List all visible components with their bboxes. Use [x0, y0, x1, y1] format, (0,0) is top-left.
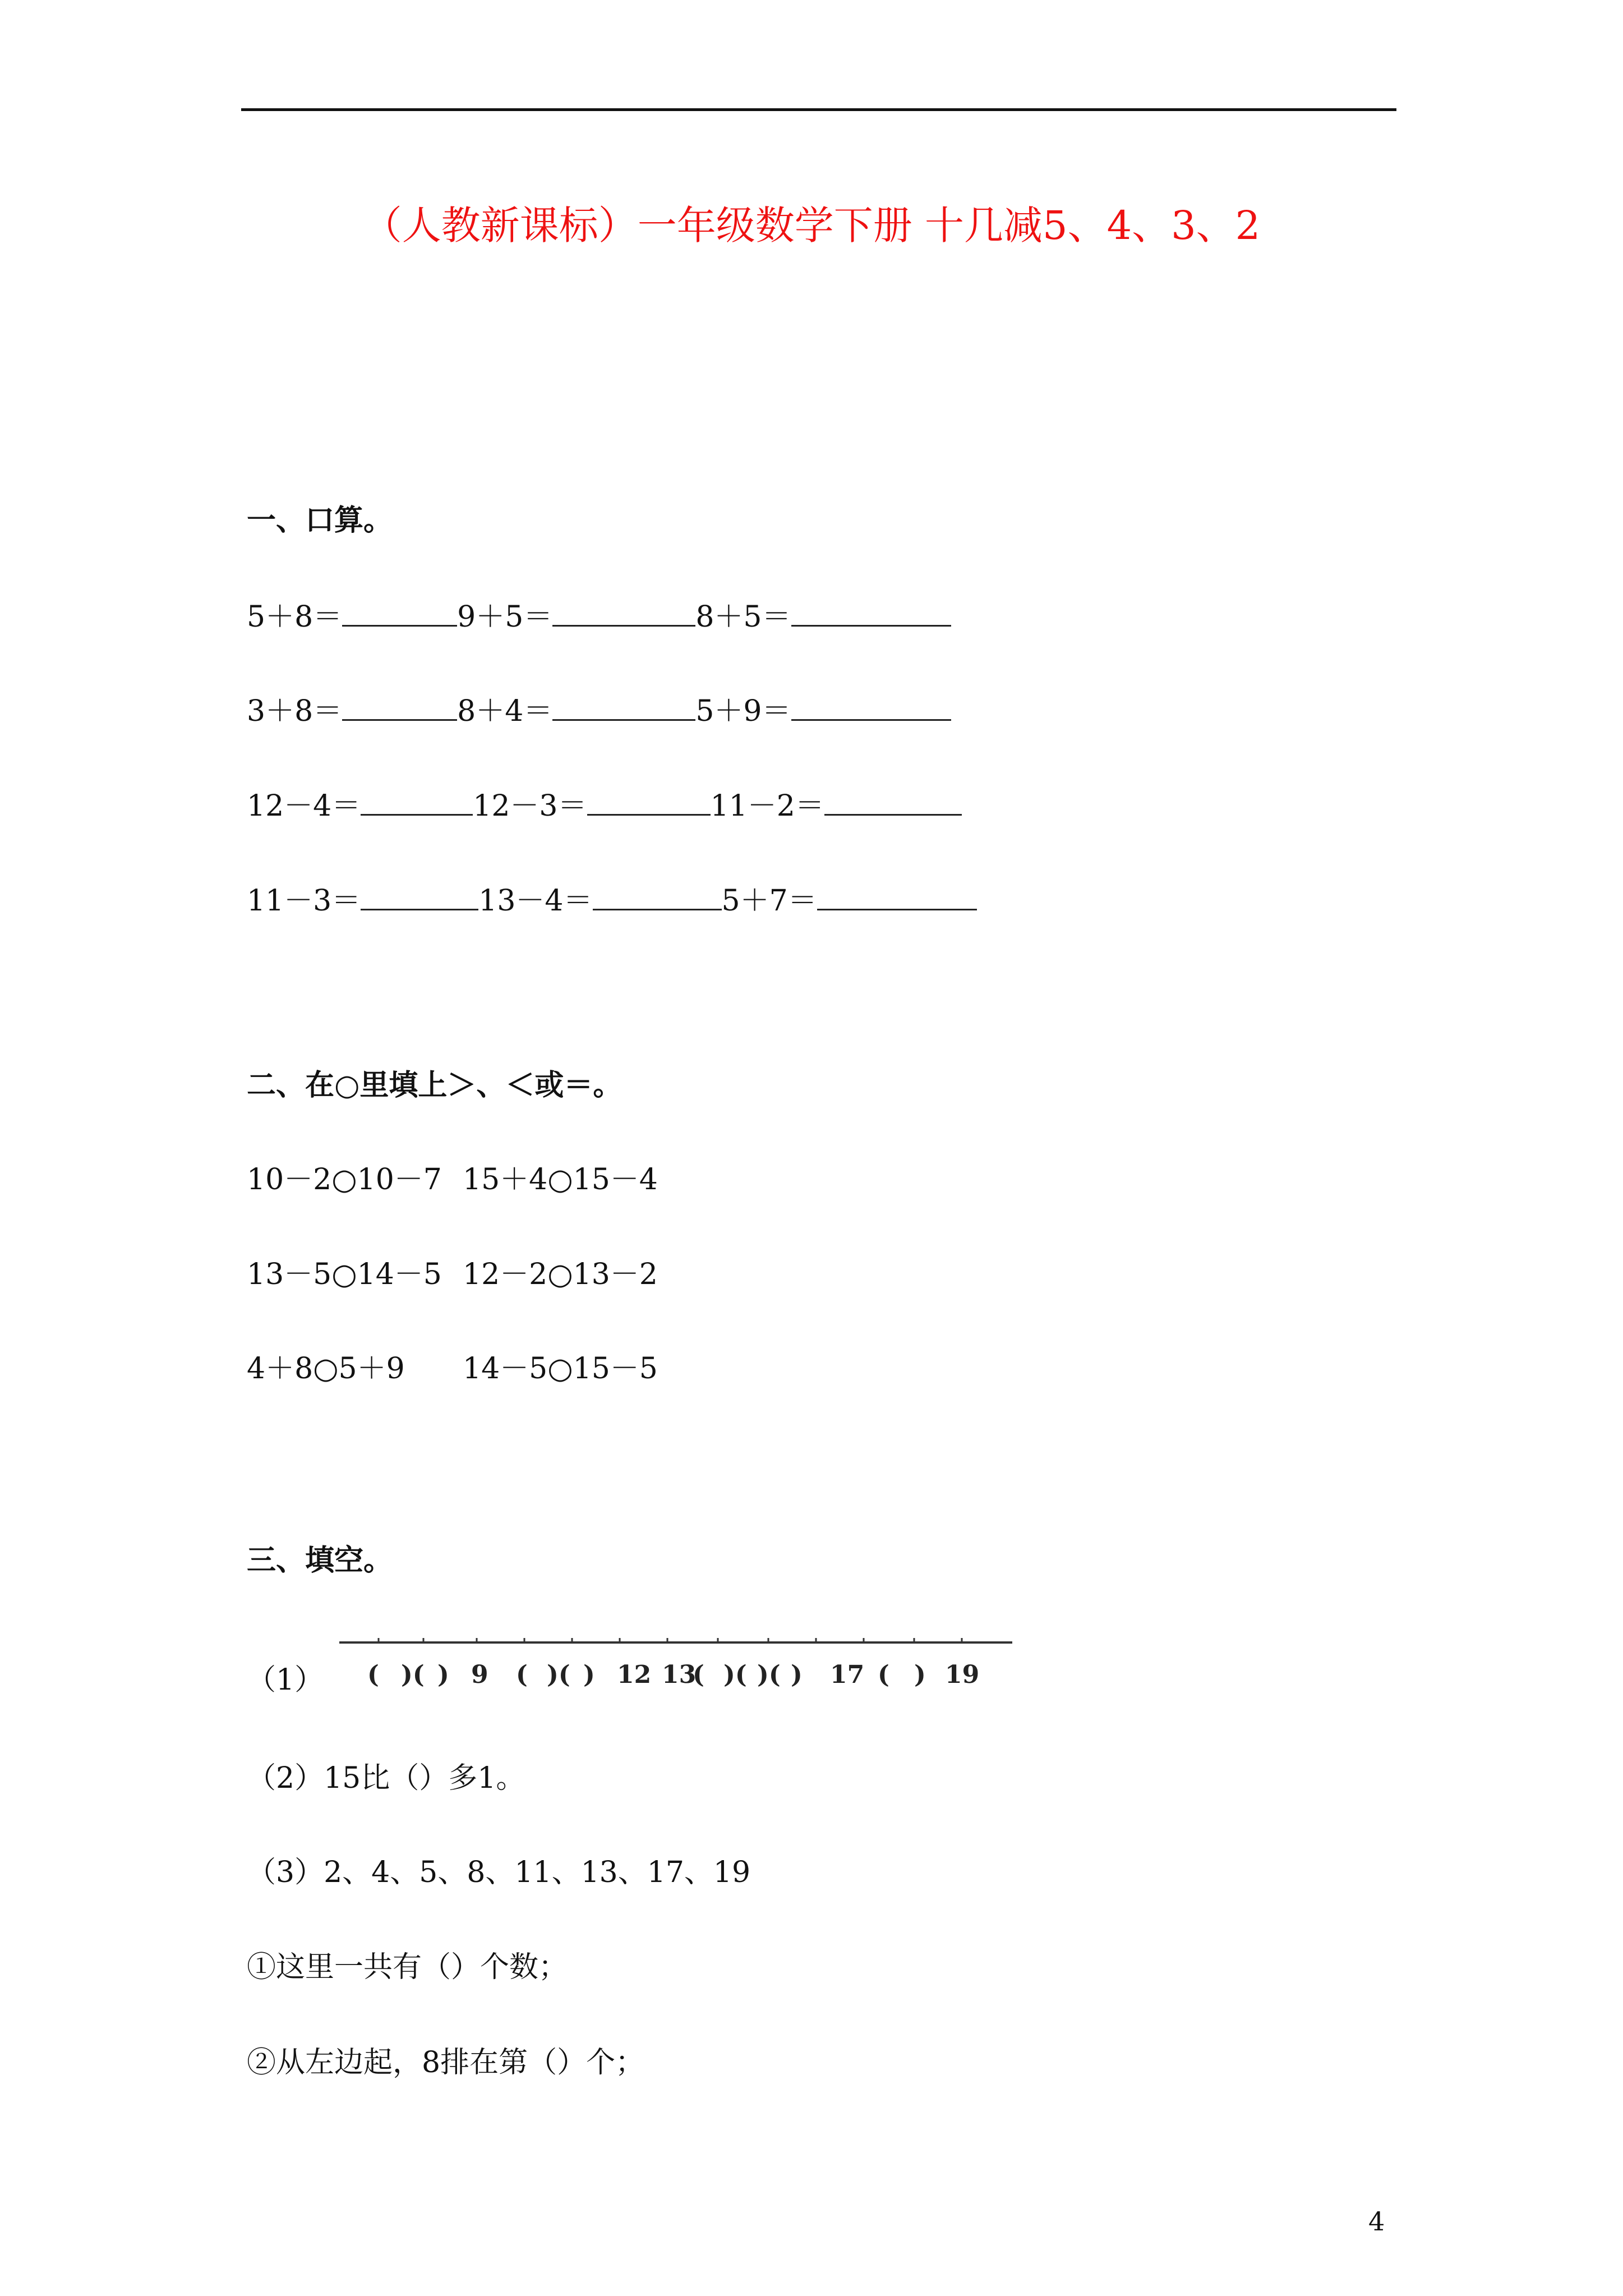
math-expression: 5＋9＝ — [695, 694, 791, 728]
page-number: 4 — [1368, 2206, 1385, 2237]
question-3b: ②从左边起，8排在第（）个； — [247, 2046, 645, 2079]
answer-blank[interactable] — [587, 814, 711, 816]
number-line-label: 9 — [471, 1660, 488, 1689]
question-3: （3）2、4、5、8、11、13、17、19 — [247, 1856, 751, 1889]
answer-blank[interactable] — [342, 719, 457, 721]
question-1-label: （1） — [247, 1663, 324, 1697]
answer-blank[interactable] — [361, 909, 478, 910]
section-2-heading: 二、在○里填上＞、＜或＝。 — [247, 1068, 623, 1102]
question-2: （2）15比（）多1。 — [247, 1761, 525, 1795]
math-expression: 3＋8＝ — [247, 694, 343, 728]
mental-math-row — [247, 786, 962, 826]
number-line-label: ) — [437, 1660, 449, 1689]
section-1-heading: 一、口算。 — [247, 503, 393, 537]
page-title: （人教新课标）一年级数学下册 十几减5、4、3、2 — [362, 203, 1261, 249]
number-line-label: 13 — [662, 1660, 697, 1689]
compare-expression: 12－2○13－2 — [463, 1258, 658, 1291]
mental-math-row — [247, 881, 977, 921]
compare-expression: 10－2○10－7 — [247, 1163, 442, 1197]
question-3a: ①这里一共有（）个数； — [247, 1950, 568, 1984]
answer-blank[interactable] — [791, 719, 951, 721]
number-line-label: 17 — [830, 1660, 865, 1689]
compare-row — [247, 1349, 658, 1388]
answer-blank[interactable] — [593, 909, 722, 910]
math-expression: 8＋5＝ — [695, 600, 791, 634]
number-line-label: )( — [547, 1660, 570, 1689]
math-expression: 13－4＝ — [478, 884, 593, 918]
number-line-label: ( — [878, 1660, 889, 1689]
answer-blank[interactable] — [361, 814, 473, 816]
math-expression: 5＋8＝ — [247, 600, 343, 634]
mental-math-row — [247, 597, 951, 637]
math-expression: 12－4＝ — [247, 789, 361, 823]
math-expression: 8＋4＝ — [457, 694, 553, 728]
math-expression: 12－3＝ — [473, 789, 587, 823]
number-line-label: ) — [791, 1660, 803, 1689]
number-line-label: )( — [757, 1660, 781, 1689]
number-line-label: ( — [367, 1660, 379, 1689]
math-expression: 9＋5＝ — [457, 600, 553, 634]
number-line-label: )( — [401, 1660, 425, 1689]
number-line-label: 12 — [617, 1660, 652, 1689]
answer-blank[interactable] — [824, 814, 962, 816]
math-expression: 11－2＝ — [710, 789, 824, 823]
answer-blank[interactable] — [817, 909, 977, 910]
answer-blank[interactable] — [342, 625, 457, 627]
compare-row — [247, 1255, 658, 1294]
number-line-label: ( — [693, 1660, 704, 1689]
number-line-label: ) — [583, 1660, 595, 1689]
number-line-label: )( — [723, 1660, 747, 1689]
answer-blank[interactable] — [552, 719, 695, 721]
compare-expression: 14－5○15－5 — [463, 1352, 658, 1386]
section-3-heading: 三、填空。 — [247, 1543, 393, 1577]
compare-expression: 4＋8○5＋9 — [247, 1352, 405, 1386]
number-line — [336, 1627, 1021, 1700]
math-expression: 11－3＝ — [247, 884, 361, 918]
answer-blank[interactable] — [791, 625, 951, 627]
compare-expression: 15＋4○15－4 — [463, 1163, 658, 1197]
number-line-label: ( — [516, 1660, 528, 1689]
mental-math-row — [247, 692, 951, 731]
compare-row — [247, 1160, 658, 1199]
compare-expression: 13－5○14－5 — [247, 1258, 442, 1291]
number-line-label: 19 — [945, 1660, 980, 1689]
header-rule — [241, 108, 1396, 111]
answer-blank[interactable] — [552, 625, 695, 627]
math-expression: 5＋7＝ — [721, 884, 817, 918]
number-line-label: ) — [914, 1660, 926, 1689]
